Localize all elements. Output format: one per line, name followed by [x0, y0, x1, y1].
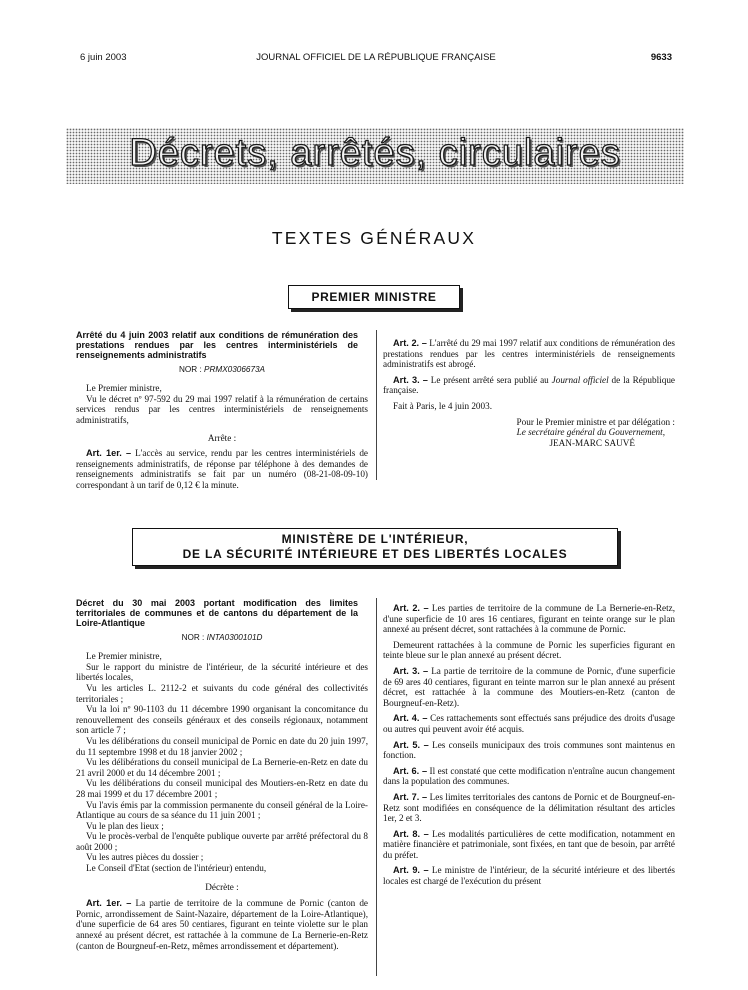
decret-art1-text: La partie de territoire de la commune de Pornic (canton de Pornic, arrondissement de Saint-Nazaire, département de la Loire-Atlantique), d'une superficie de 64 ares 50 centiares, figurant en teinte violette sur le plan annexé au présent décret, est rattachée à la commune de La Bernerie-en-Retz (canton de Bourgneuf-en-Retz, mêmes arrondissement et département). — [76, 898, 368, 951]
ministry2-line2: DE LA SÉCURITÉ INTÉRIEURE ET DES LIBERTÉS LOCALES — [182, 547, 568, 561]
decret-art5: Art. 5. – Les conseils municipaux des trois communes sont maintenus en fonction. — [383, 739, 676, 761]
arrete-signature-2: Le secrétaire général du Gouvernement, — [516, 427, 665, 438]
decret-art6: Art. 6. – Il est constaté que cette modification n'entraîne aucun changement dans la population des communes. — [383, 765, 675, 787]
ministry-box-premier-ministre: PREMIER MINISTRE — [288, 285, 460, 309]
decret-visa-7: Vu les délibérations du conseil municipal des Moutiers-en-Retz en date du 28 mai 1999 et du 17 décembre 2001 ; — [76, 778, 368, 799]
decret-decrete-label: Décrète : — [205, 881, 239, 892]
arrete-p1: Le Premier ministre, — [86, 383, 162, 394]
arrete-art1-label: Art. 1er. – — [86, 448, 132, 459]
arrete-art2 — [383, 338, 675, 370]
arrete-title: Arrêté du 4 juin 2003 relatif aux conditions de rémunération des prestations rendues par les centres interministériels de renseignements administratifs — [76, 330, 358, 361]
decret-nor-code: INTA0300101D — [206, 632, 263, 642]
arrete-nor-code: PRMX0306673A — [204, 364, 266, 374]
arrete-art3: Art. 3. – Le présent arrêté sera publié au Journal officiel de la République française. — [383, 374, 675, 396]
arrete-art1 — [76, 448, 368, 490]
decret-visa-12: Le Conseil d'Etat (section de l'intérieur) entendu, — [86, 863, 267, 874]
arrete-nor: NOR : PRMX0306673A — [178, 364, 266, 374]
banner-title: Décrets, arrêtés, circulaires — [129, 132, 621, 174]
arrete-art3-label: Art. 3. – — [393, 374, 428, 385]
arrete-art2-label: Art. 2. – — [393, 338, 427, 348]
arrete-fait: Fait à Paris, le 4 juin 2003. — [393, 400, 493, 411]
decret-visa-6: Vu les délibérations du conseil municipal de La Bernerie-en-Retz en date du 21 avril 2000 et du 14 décembre 2001 ; — [76, 757, 368, 778]
decret-title: Décret du 30 mai 2003 portant modification des limites territoriales de communes et de cantons du département de la Loire-Atlantique — [76, 598, 358, 629]
arrete-right-column — [383, 333, 675, 448]
column-divider — [376, 330, 377, 480]
decret-art4: Art. 4. – Ces rattachements sont effectués sans préjudice des droits d'usage ou autres qui peuvent avoir été acquis. — [383, 713, 676, 734]
decret-art2-paragraph-2: Demeurent rattachées à la commune de Pornic les superficies figurant en teinte bleue sur le plan annexé au présent décret. — [383, 639, 675, 661]
decret-art3: Art. 3. – La partie de territoire de la commune de Pornic, d'une superficie de 69 ares 40 centiares, figurant en teinte marron sur le plan annexé au présent décret, est rattachée à la commune des Moutiers-en-Retz (canton de Bourgneuf-en-Retz). — [383, 665, 676, 708]
decret-art1 — [76, 898, 368, 951]
arrete-arrete-label: Arrête : — [207, 432, 237, 443]
decret-left-column — [76, 598, 368, 951]
arrete-left-column — [76, 330, 368, 491]
ministry-box-interieur — [132, 528, 618, 566]
decret-right-column — [383, 598, 675, 887]
decret-visa-1: Le Premier ministre, — [86, 651, 162, 662]
arrete-art1-text: L'accès au service, rendu par les centres interministériels de renseignements administratifs, de réponse par téléphone à des demandes de renseignements administratifs se fait par un numéro (08-21-08-09-10) correspondant à un tarif de 0,12 € la minute. — [76, 448, 368, 490]
decret-art8: Art. 8. – Les modalités particulières de cette modification, notamment en matière financière et patrimoniale, sont fixées, en tant que de besoin, par arrêté du préfet. — [383, 828, 676, 860]
arrete-p2: Vu le décret nº 97-592 du 29 mai 1997 relatif à la rémunération de certains services rendus par les centres interministériels de renseignements administratifs, — [76, 393, 368, 425]
header-date: 6 juin 2003 — [80, 52, 127, 63]
decret-visa-2: Sur le rapport du ministre de l'intérieur, de la sécurité intérieure et des libertés locales, — [76, 661, 368, 683]
decret-nor: NOR : INTA0300101D — [181, 632, 263, 642]
decret-visa-10: Vu le procès-verbal de l'enquête publique ouverte par arrêté préfectoral du 8 août 2000 ; — [76, 831, 368, 852]
decret-visa-4: Vu la loi nº 90-1103 du 11 décembre 1990 organisant la concomitance du renouvellement des conseils généraux et des conseils régionaux, notamment son article 7 ; — [76, 704, 368, 736]
ministry2-line1: MINISTÈRE DE L'INTÉRIEUR, — [281, 532, 469, 546]
decret-visa-5: Vu les délibérations du conseil municipal de Pornic en date du 20 juin 1997, du 11 septembre 1998 et du 18 janvier 2002 ; — [76, 735, 368, 757]
decret-art1-label: Art. 1er. – — [86, 898, 132, 909]
decret-visa-8: Vu l'avis émis par la commission permanente du conseil général de la Loire-Atlantique au cours de sa séance du 11 juin 2001 ; — [76, 799, 368, 821]
decret-visa-9: Vu le plan des lieux ; — [86, 820, 164, 831]
decret-visa-11: Vu les autres pièces du dossier ; — [86, 852, 204, 863]
decret-art2: Art. 2. – Les parties de territoire de la commune de La Bernerie-en-Retz, d'une superficie de 10 ares 16 centiares, figurant en teinte orange sur le plan annexé au présent décret, sont rattachées à la commune de Pornic. — [383, 603, 676, 635]
arrete-art2-text: L'arrêté du 29 mai 1997 relatif aux conditions de rémunération des prestations rendues par les centres interministériels de renseignements administratifs est abrogé. — [383, 338, 676, 370]
section-title: TEXTES GÉNÉRAUX — [271, 228, 477, 248]
header-page-number: 9633 — [650, 52, 672, 63]
decret-art7: Art. 7. – Les limites territoriales des cantons de Pornic et de Bourgneuf-en-Retz sont modifiées en conséquence de la délimitation résultant des articles 1er, 2 et 3. — [383, 791, 676, 824]
arrete-signature-1: Pour le Premier ministre et par délégation : — [516, 416, 675, 427]
column-divider — [376, 598, 377, 976]
journal-officiel-ref: Journal officiel — [551, 374, 609, 385]
header-journal-title: JOURNAL OFFICIEL DE LA RÉPUBLIQUE FRANÇAISE — [256, 52, 496, 63]
arrete-signature-3: JEAN-MARC SAUVÉ — [549, 437, 635, 448]
running-header — [80, 52, 672, 66]
decret-visa-3: Vu les articles L. 2112-2 et suivants du code général des collectivités territoriales ; — [76, 682, 368, 704]
decret-art9: Art. 9. – Le ministre de l'intérieur, de la sécurité intérieure et des libertés locales est chargé de l'exécution du présent — [383, 865, 675, 887]
